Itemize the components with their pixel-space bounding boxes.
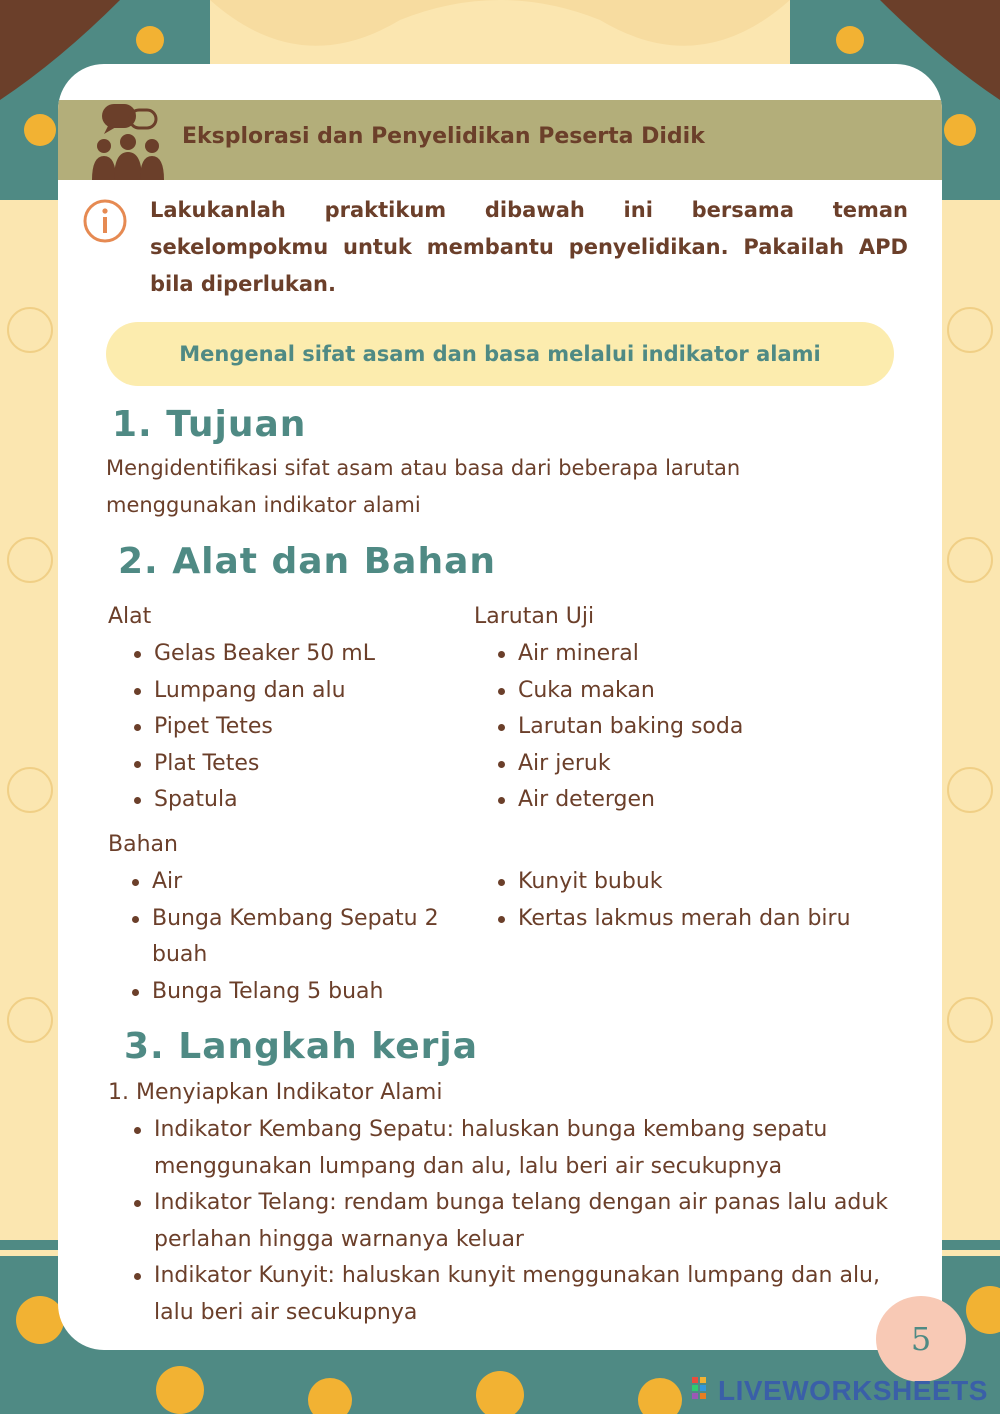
list-item: Air detergen — [518, 782, 898, 819]
list-item: Kunyit bubuk — [518, 864, 858, 901]
list-item: Cuka makan — [518, 673, 898, 710]
activity-title: Mengenal sifat asam dan basa melalui indikator alami — [106, 322, 894, 386]
list-item: Plat Tetes — [154, 746, 484, 783]
section-header-title: Eksplorasi dan Penyelidikan Peserta Didik — [182, 124, 705, 149]
content-card — [58, 64, 942, 1350]
larutan-uji-label: Larutan Uji — [474, 604, 595, 629]
alat-label: Alat — [108, 604, 152, 629]
alat-bahan-heading: 2. Alat dan Bahan — [118, 541, 497, 582]
tujuan-text: Mengidentifikasi sifat asam atau basa dari beberapa larutan menggunakan indikator alami — [106, 456, 741, 517]
liveworksheets-logo-icon — [692, 1377, 714, 1405]
list-item: Air jeruk — [518, 746, 898, 783]
group-discussion-icon — [90, 102, 166, 180]
list-item: Pipet Tetes — [154, 709, 484, 746]
step-1-list — [128, 1112, 914, 1332]
alat-list — [128, 636, 484, 819]
list-item: Indikator Telang: rendam bunga telang dengan air panas lalu aduk perlahan hingga warnanya keluar — [154, 1185, 914, 1258]
list-item: Indikator Kunyit: haluskan kunyit menggunakan lumpang dan alu, lalu beri air secukupnya — [154, 1258, 914, 1331]
list-item: Bunga Kembang Sepatu 2 buah — [152, 901, 482, 974]
list-item: Indikator Kembang Sepatu: haluskan bunga kembang sepatu menggunakan lumpang dan alu, lalu beri air secukupnya — [154, 1112, 914, 1185]
watermark-text: LIVEWORKSHEETS — [718, 1375, 988, 1406]
bahan-list-left — [126, 864, 482, 1010]
step-1-title: 1. Menyiapkan Indikator Alami — [108, 1080, 443, 1105]
list-item: Spatula — [154, 782, 484, 819]
list-item: Air — [152, 864, 482, 901]
tujuan-heading: 1. Tujuan — [112, 404, 307, 445]
info-icon — [82, 198, 128, 244]
langkah-kerja-heading: 3. Langkah kerja — [124, 1026, 479, 1067]
list-item: Larutan baking soda — [518, 709, 898, 746]
list-item: Kertas lakmus merah dan biru — [518, 901, 858, 938]
list-item: Air mineral — [518, 636, 898, 673]
larutan-uji-list — [492, 636, 898, 819]
list-item: Gelas Beaker 50 mL — [154, 636, 484, 673]
liveworksheets-watermark — [692, 1374, 988, 1408]
bahan-label: Bahan — [108, 832, 178, 857]
page-number: 5 — [876, 1296, 966, 1382]
list-item: Lumpang dan alu — [154, 673, 484, 710]
instruction-text: Lakukanlah praktikum dibawah ini bersama teman sekelompokmu untuk membantu penyelidikan. Pakailah APD bila diperlukan. — [150, 198, 908, 296]
bahan-list-right — [492, 864, 858, 937]
list-item: Bunga Telang 5 buah — [152, 974, 482, 1011]
